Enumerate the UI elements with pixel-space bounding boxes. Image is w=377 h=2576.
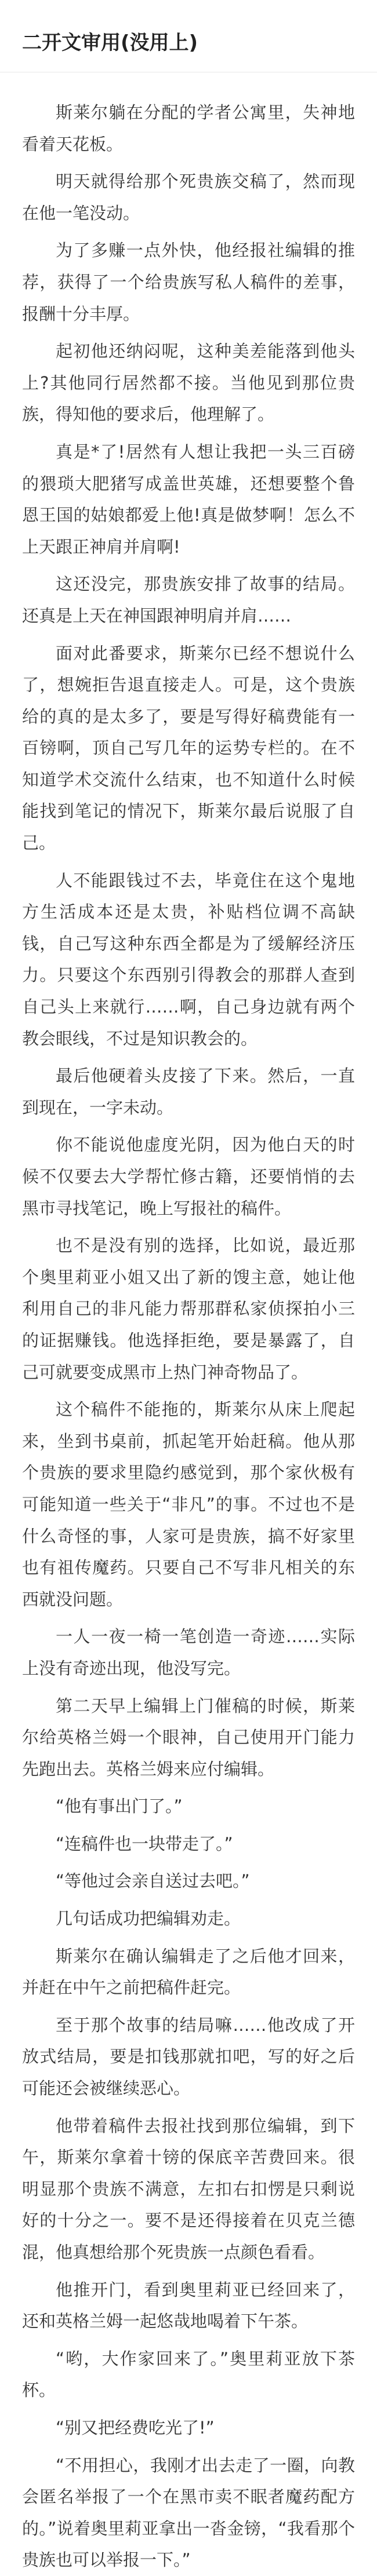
paragraph: 最后他硬着头皮接了下来。然后，一直到现在，一字未动。 <box>22 1066 355 1117</box>
paragraph: 起初他还纳闷呢，这种美差能落到他头上?其他同行居然都不接。当他见到那位贵族，得知他的要求后，他理解了。 <box>22 341 355 425</box>
paragraph: 为了多赚一点外快，他经报社编辑的推荐，获得了一个给贵族写私人稿件的差事，报酬十分丰厚。 <box>22 240 355 324</box>
paragraph: “不用担心，我刚才出去走了一圈，向教会匿名举报了一个在黑市卖不眠者魔药配方的。”说着奥里莉亚拿出一沓金镑，“我看那个贵族也可以举报一下。” <box>22 2455 355 2570</box>
paragraph: 你不能说他虚度光阴，因为他白天的时候不仅要去大学帮忙修古籍，还要悄悄的去黑市寻找笔记，晚上写报社的稿件。 <box>22 1135 355 1218</box>
paragraph: 面对此番要求，斯莱尔已经不想说什么了，想婉拒告退直接走人。可是，这个贵族给的真的是太多了，要是写得好稿费能有一百镑啊，顶自己写几年的运势专栏的。在不知道学术交流什么结束，也不知道什么时候能找到笔记的情况下，斯莱尔最后说服了自己。 <box>22 643 355 853</box>
paragraph: 人不能跟钱过不去，毕竟住在这个鬼地方生活成本还是太贵，补贴档位调不高缺钱，自己写这种东西全都是为了缓解经济压力。只要这个东西别引得教会的那群人查到自己头上来就行……啊，自己身边就有两个教会眼线，不过是知识教会的。 <box>22 870 355 1048</box>
paragraph: 斯莱尔在确认编辑走了之后他才回来，并赶在中午之前把稿件赶完。 <box>22 1946 355 1998</box>
paragraph: “他有事出门了。” <box>56 1796 183 1817</box>
article-body <box>22 97 355 2576</box>
paragraph: 斯莱尔躺在分配的学者公寓里，失神地看着天花板。 <box>22 103 355 154</box>
page-title: 二开文审用(没用上) <box>22 31 198 54</box>
paragraph: 这还没完，那贵族安排了故事的结局。还真是上天在神国跟神明肩并肩…… <box>22 574 355 626</box>
paragraph: 至于那个故事的结局嘛……他改成了开放式结局，要是扣钱那就扣吧，写的好之后可能还会被继续恶心。 <box>22 2015 355 2099</box>
paragraph: 一人一夜一椅一笔创造一奇迹……实际上没有奇迹出现，他没写完。 <box>22 1627 355 1678</box>
paragraph: “别又把经费吃光了!” <box>56 2417 215 2438</box>
paragraph: 也不是没有别的选择，比如说，最近那个奥里莉亚小姐又出了新的馊主意，她让他利用自己的非凡能力帮那群私家侦探拍小三的证据赚钱。他选择拒绝，要是暴露了，自己可就要变成黑市上热门神奇物品了。 <box>22 1236 355 1382</box>
paragraph: 这个稿件不能拖的，斯莱尔从床上爬起来，坐到书桌前，抓起笔开始赶稿。他从那个贵族的要求里隐约感觉到，那个家伙极有可能知道一些关于“非凡”的事。不过也不是什么奇怪的事，人家可是贵族，搞不好家里也有祖传魔药。只要自己不写非凡相关的东西就没问题。 <box>22 1400 355 1609</box>
paragraph: 他推开门，看到奥里莉亚已经回来了，还和英格兰姆一起悠哉地喝着下午茶。 <box>22 2279 355 2332</box>
paragraph: 明天就得给那个死贵族交稿了，然而现在他一笔没动。 <box>22 171 355 223</box>
paragraph: “连稿件也一块带走了。” <box>56 1833 233 1854</box>
paragraph: “哟，大作家回来了。”奥里莉亚放下茶杯。 <box>22 2348 355 2400</box>
paragraph: 几句话成功把编辑劝走。 <box>56 1909 241 1929</box>
paragraph: 他带着稿件去报社找到那位编辑，到下午，斯莱尔拿着十镑的保底辛苦费回来。很明显那个贵族不满意，左扣右扣愣是只剩说好的十分之一。要不是还得接着在贝克兰德混，他真想给那个死贵族一点颜色看看。 <box>22 2115 355 2262</box>
paragraph: “等他过会亲自送过去吧。” <box>56 1871 250 1891</box>
paragraph: 第二天早上编辑上门催稿的时候，斯莱尔给英格兰姆一个眼神，自己使用开门能力先跑出去。英格兰姆来应付编辑。 <box>22 1696 355 1779</box>
paragraph: 真是*了!居然有人想让我把一头三百磅的猥琐大肥猪写成盖世英雄，还想要整个鲁恩王国的姑娘都爱上他!真是做梦啊！怎么不上天跟正神肩并肩啊! <box>22 441 355 557</box>
